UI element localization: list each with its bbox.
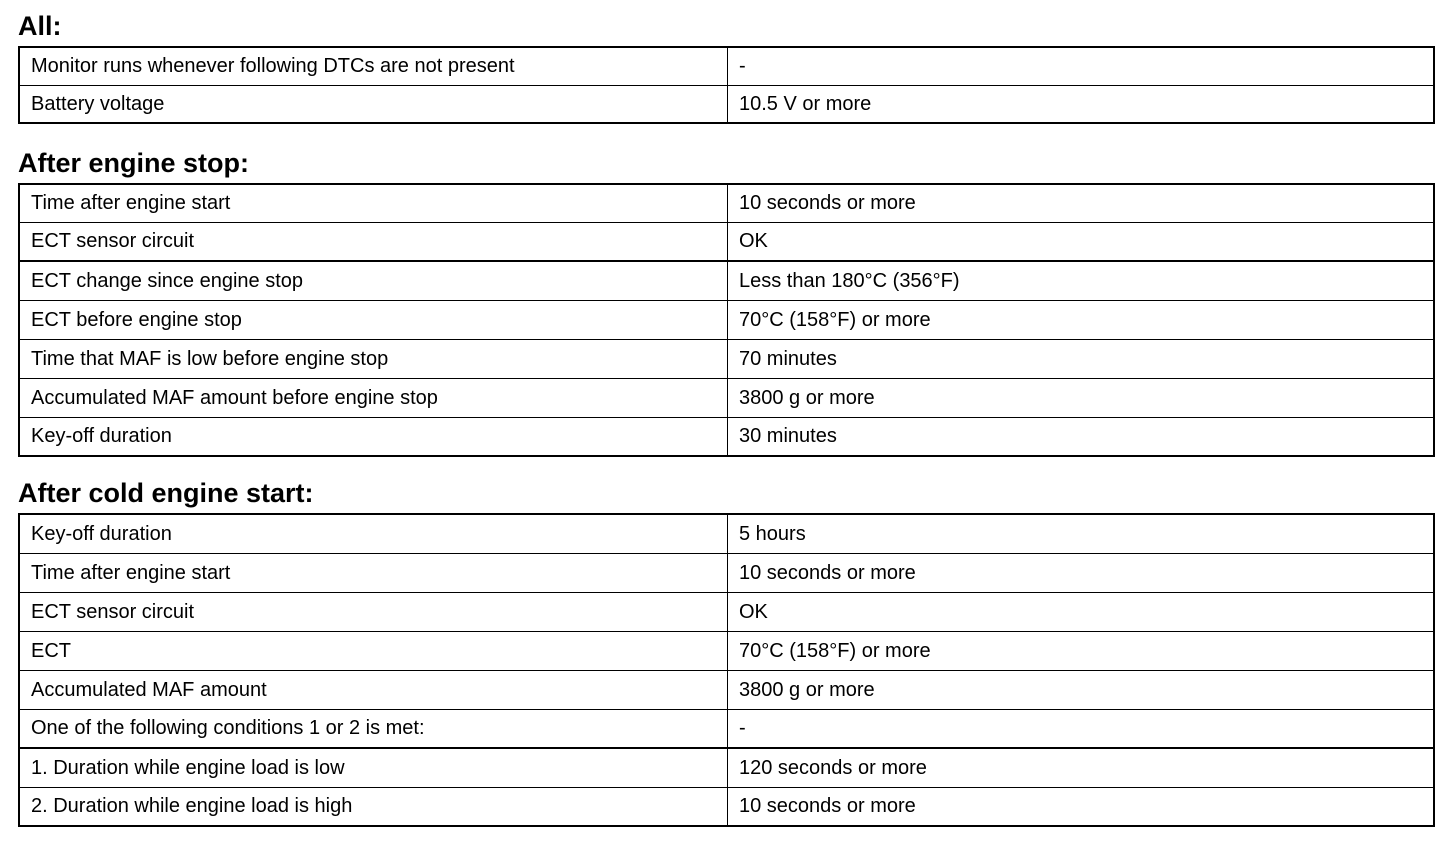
table-row <box>19 553 1434 592</box>
condition-value: 3800 g or more <box>728 378 1435 417</box>
table-row <box>19 787 1434 826</box>
conditions-table-after-engine-stop <box>18 183 1435 457</box>
section-title-all: All: <box>18 11 62 41</box>
condition-label: ECT sensor circuit <box>19 222 728 261</box>
condition-label: ECT change since engine stop <box>19 261 728 300</box>
table-row <box>19 85 1434 123</box>
condition-value: 30 minutes <box>728 417 1435 456</box>
section-title-after-cold-engine-start: After cold engine start: <box>18 478 314 508</box>
condition-value: 70 minutes <box>728 339 1435 378</box>
condition-label: ECT <box>19 631 728 670</box>
condition-value: 10 seconds or more <box>728 553 1435 592</box>
condition-value: 70°C (158°F) or more <box>728 300 1435 339</box>
condition-label: Time that MAF is low before engine stop <box>19 339 728 378</box>
table-row <box>19 222 1434 261</box>
condition-value: 10 seconds or more <box>728 184 1435 222</box>
condition-label: Monitor runs whenever following DTCs are not present <box>19 47 728 85</box>
condition-value: Less than 180°C (356°F) <box>728 261 1435 300</box>
condition-label: 1. Duration while engine load is low <box>19 748 728 787</box>
condition-value: - <box>728 47 1435 85</box>
condition-value: 3800 g or more <box>728 670 1435 709</box>
condition-label: Accumulated MAF amount before engine stop <box>19 378 728 417</box>
table-row <box>19 514 1434 553</box>
table-row <box>19 670 1434 709</box>
condition-value: 70°C (158°F) or more <box>728 631 1435 670</box>
condition-label: ECT before engine stop <box>19 300 728 339</box>
condition-value: OK <box>728 592 1435 631</box>
table-row <box>19 184 1434 222</box>
conditions-table-after-cold-engine-start <box>18 513 1435 827</box>
table-row <box>19 592 1434 631</box>
condition-label: Key-off duration <box>19 417 728 456</box>
table-row <box>19 748 1434 787</box>
condition-label: Accumulated MAF amount <box>19 670 728 709</box>
condition-label: Time after engine start <box>19 184 728 222</box>
condition-value: - <box>728 709 1435 748</box>
conditions-table-all <box>18 46 1435 124</box>
table-row <box>19 417 1434 456</box>
section-title-after-engine-stop: After engine stop: <box>18 148 250 178</box>
table-row <box>19 47 1434 85</box>
table-row <box>19 378 1434 417</box>
condition-value: OK <box>728 222 1435 261</box>
table-row <box>19 631 1434 670</box>
condition-value: 5 hours <box>728 514 1435 553</box>
condition-value: 10 seconds or more <box>728 787 1435 826</box>
table-row <box>19 261 1434 300</box>
condition-label: ECT sensor circuit <box>19 592 728 631</box>
table-row <box>19 709 1434 748</box>
condition-label: Key-off duration <box>19 514 728 553</box>
condition-value: 120 seconds or more <box>728 748 1435 787</box>
condition-label: Battery voltage <box>19 85 728 123</box>
table-row <box>19 300 1434 339</box>
condition-label: Time after engine start <box>19 553 728 592</box>
condition-label: 2. Duration while engine load is high <box>19 787 728 826</box>
condition-label: One of the following conditions 1 or 2 is met: <box>19 709 728 748</box>
condition-value: 10.5 V or more <box>728 85 1435 123</box>
table-row <box>19 339 1434 378</box>
